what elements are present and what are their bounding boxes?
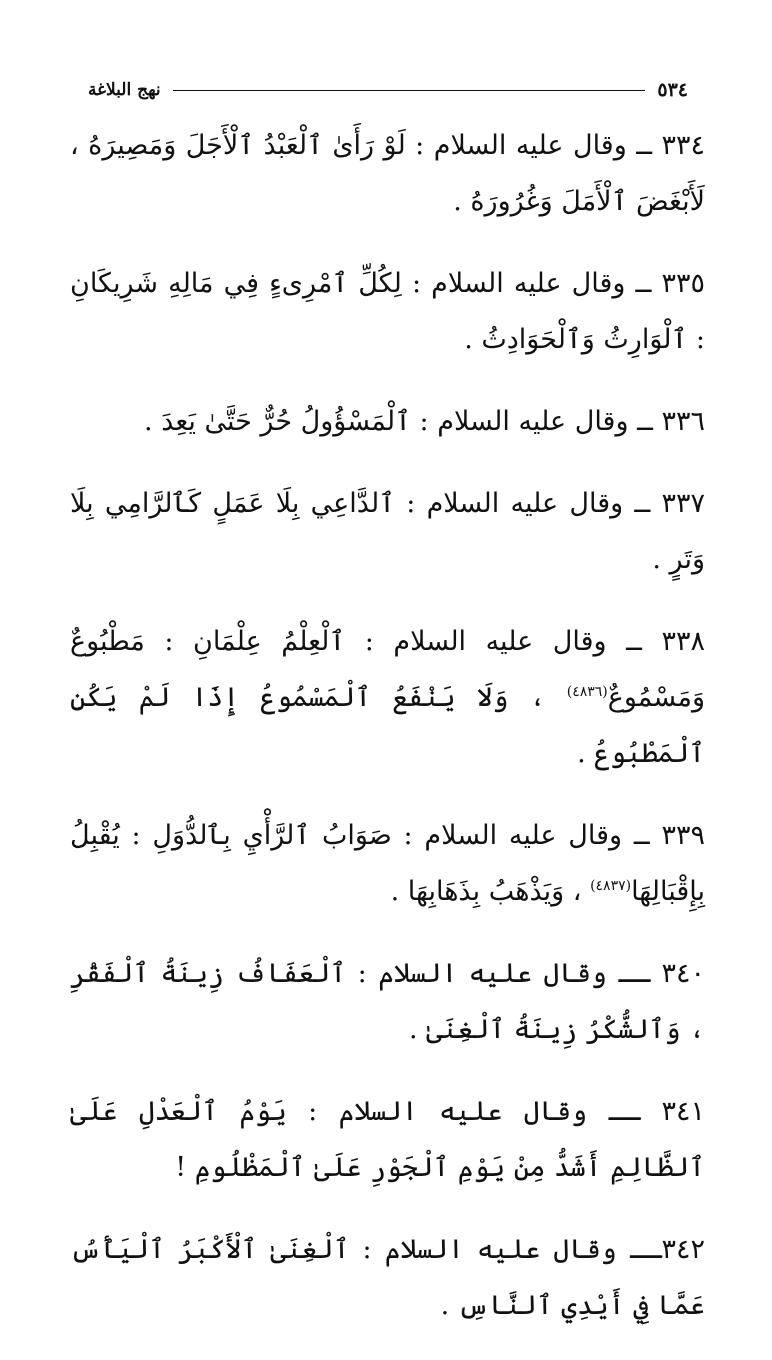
saying-text: يَوْمُ ٱلْعَدْلِ عَلَىٰ ٱلظَّالِمِ أَشَدُّ مِنْ يَوْمِ ٱلْجَوْرِ عَلَىٰ ٱلْمَظْلُومِ ! (70, 1096, 705, 1183)
saying-341 (70, 1084, 705, 1196)
saying-text: ٱلْمَسْؤُولُ حُرٌّ حَتَّىٰ يَعِدَ . (144, 406, 411, 437)
saying-prefix: ٣٣٩ ــ وقال عليه السلام : (403, 820, 705, 851)
saying-339 (70, 808, 705, 920)
saying-prefix: ٣٤٠ ــ وقال عليه السلام : (357, 958, 705, 989)
saying-text: ٱلْغِنَىٰ ٱلْأَكْبَرُ ٱلْيَأْسُ عَمَّا فِي أَيْدِي ٱلنَّاسِ . (70, 1234, 705, 1321)
saying-text: لَوْ رَأَىٰ ٱلْعَبْدُ ٱلْأَجَلَ وَمَصِيرَهُ ، لَأَبْغَضَ ٱلْأَمَلَ وَغُرُورَهُ . (70, 130, 705, 217)
book-title: نهج البلاغة (88, 80, 161, 100)
saying-prefix: ٣٤١ ــ وقال عليه السلام : (308, 1096, 705, 1127)
saying-342 (70, 1222, 705, 1334)
saying-text: ٱلْعَفَافُ زِينَةُ ٱلْفَقْرِ ، وَٱلشُّكْرُ زِينَةُ ٱلْغِنَىٰ . (70, 958, 705, 1045)
running-header (88, 78, 688, 102)
saying-338 (70, 614, 705, 782)
saying-text: صَوَابُ ٱلرَّأْيِ بِٱلدُّوَلِ : يُقْبِلُ بِإِقْبَالِهَا (70, 820, 705, 907)
saying-334 (70, 118, 705, 230)
page-number: ٥٣٤ (657, 79, 688, 101)
saying-336 (70, 394, 705, 450)
saying-text-continued: ، وَيَذْهَبُ بِذَهَابِهَا . (390, 876, 582, 907)
saying-335 (70, 256, 705, 368)
saying-prefix: ٣٣٧ ــ وقال عليه السلام : (406, 488, 705, 519)
saying-337 (70, 476, 705, 588)
saying-prefix: ٣٤٢ــ وقال عليه السلام : (362, 1234, 705, 1265)
saying-prefix: ٣٣٤ ــ وقال عليه السلام : (415, 130, 705, 161)
footnote-marker: (٤٨٣٧) (590, 878, 632, 894)
saying-text-continued: ، وَلَا يَنْفَعُ ٱلْمَسْمُوعُ إِذَا لَمْ يَكُنِ ٱلْمَطْبُوعُ . (70, 682, 705, 769)
saying-prefix: ٣٣٨ ــ وقال عليه السلام : (364, 626, 705, 657)
saying-prefix: ٣٣٦ ــ وقال عليه السلام : (419, 406, 705, 437)
sayings-list (70, 118, 705, 1360)
saying-text: ٱلدَّاعِي بِلَا عَمَلٍ كَٱلرَّامِي بِلَا وَتَرٍ . (70, 488, 705, 575)
saying-text: لِكُلِّ ٱمْرِىءٍ فِي مَالِهِ شَرِيكَانِ : ٱلْوَارِثُ وَٱلْحَوَادِثُ . (70, 268, 705, 355)
header-rule (173, 90, 646, 91)
saying-340 (70, 946, 705, 1058)
saying-text: ٱلْعِلْمُ عِلْمَانِ : مَطْبُوعٌ وَمَسْمُوعٌ (70, 626, 705, 713)
saying-prefix: ٣٣٥ ــ وقال عليه السلام : (411, 268, 705, 299)
footnote-marker: (٤٨٣٦) (566, 684, 608, 700)
